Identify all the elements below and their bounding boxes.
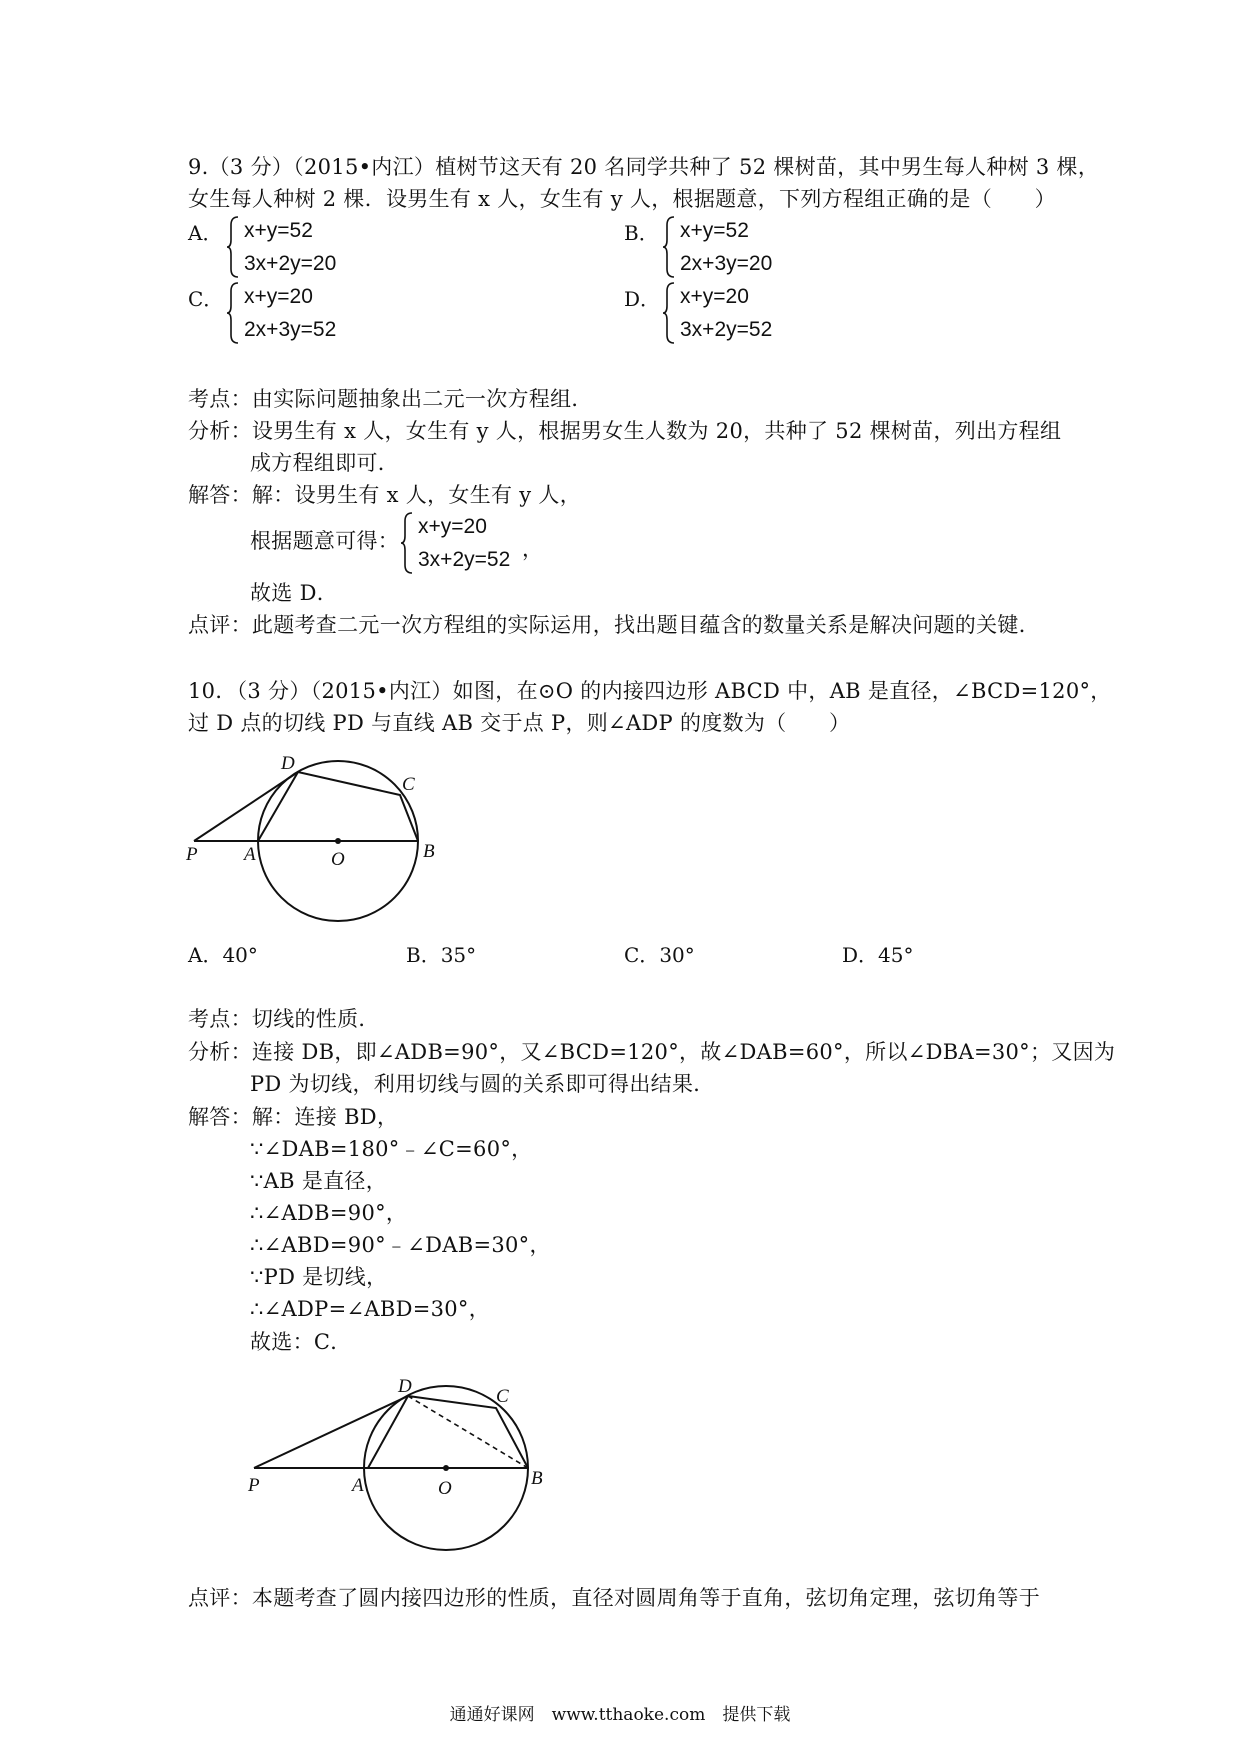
q9-option-c-eq1: x+y=20: [244, 285, 313, 308]
q9-dianping: 点评：此题考查二元一次方程组的实际运用，找出题目蕴含的数量关系是解决问题的关键．: [188, 613, 1040, 637]
q9-solution-comma: ，: [522, 537, 544, 561]
q10-solution-label-p: P: [248, 1475, 260, 1496]
q9-solution-eq1: x+y=20: [418, 515, 487, 538]
q9-genju: 根据题意可得：: [250, 529, 400, 553]
q10-stem-line1: 10．（3 分）（2015•内江）如图，在⊙O 的内接四边形 ABCD 中，AB 是直径，∠BCD=120°，: [188, 679, 1112, 703]
q10-option-c: C．30°: [624, 943, 695, 967]
q9-option-a-eq1: x+y=52: [244, 219, 313, 242]
q9-option-c-eq2: 2x+3y=52: [244, 318, 337, 341]
q9-option-c-system: [244, 280, 336, 346]
page-footer: 通通好课网 www.tthaoke.com 提供下载: [449, 1705, 791, 1725]
q9-option-a-system: [244, 214, 336, 280]
q9-option-b-eq2: 2x+3y=20: [680, 252, 773, 275]
q9-solution-eq2: 3x+2y=52: [418, 548, 511, 571]
brace-icon: [400, 512, 414, 574]
q9-option-d-label: D．: [624, 287, 661, 311]
q10-solution-label-b: B: [531, 1468, 543, 1489]
q9-option-c-label: C．: [188, 287, 224, 311]
q9-option-b-eq1: x+y=52: [680, 219, 749, 242]
brace-icon: [662, 282, 676, 344]
q10-solution-label-o: O: [438, 1478, 452, 1499]
q9-guxuan: 故选 D．: [250, 581, 339, 605]
q9-option-a-eq2: 3x+2y=20: [244, 252, 337, 275]
q10-option-b: B．35°: [406, 943, 477, 967]
q9-option-d-system: [680, 280, 772, 346]
brace-icon: [226, 282, 240, 344]
q9-stem-line1: 9.（3 分）（2015•内江）植树节这天有 20 名同学共种了 52 棵树苗，其中男生每人种树 3 棵，: [188, 155, 1100, 179]
q10-jieda: 解答：解：连接 BD，: [188, 1105, 399, 1129]
q10-step-6: ∴∠ADP=∠ABD=30°，: [250, 1297, 491, 1321]
q10-step-5: ∵PD 是切线，: [250, 1265, 388, 1289]
q10-fenxi-line2: PD 为切线，利用切线与圆的关系即可得出结果．: [250, 1072, 715, 1096]
q10-step-2: ∵AB 是直径，: [250, 1169, 388, 1193]
q10-figure-label-a: A: [244, 844, 256, 865]
q10-dianping: 点评：本题考查了圆内接四边形的性质，直径对圆周角等于直角，弦切角定理，弦切角等于: [188, 1586, 1040, 1610]
q10-stem-line2: 过 D 点的切线 PD 与直线 AB 交于点 P，则∠ADP 的度数为（ ）: [188, 711, 851, 735]
q10-figure-label-p: P: [186, 844, 198, 865]
q10-figure-label-b: B: [423, 841, 435, 862]
q9-kaodian: 考点：由实际问题抽象出二元一次方程组．: [188, 387, 593, 411]
q10-solution-label-d: D: [398, 1376, 412, 1397]
q10-figure-label-d: D: [281, 753, 295, 774]
brace-icon: [226, 216, 240, 278]
q10-step-7: 故选：C．: [250, 1330, 352, 1354]
q9-option-b-system: [680, 214, 772, 280]
q10-step-1: ∵∠DAB=180°﹣∠C=60°，: [250, 1137, 533, 1161]
q10-fenxi-line1: 分析：连接 DB，即∠ADB=90°，又∠BCD=120°，故∠DAB=60°，所以∠DBA=30°；又因为: [188, 1040, 1116, 1064]
q9-jieda: 解答：解：设男生有 x 人，女生有 y 人，: [188, 483, 582, 507]
q10-figure: [180, 750, 460, 960]
q10-option-d: D．45°: [842, 943, 914, 967]
q10-solution-label-c: C: [496, 1386, 509, 1407]
q9-fenxi-line1: 分析：设男生有 x 人，女生有 y 人，根据男女生人数为 20，共种了 52 棵树苗，列出方程组: [188, 419, 1062, 443]
q9-stem-line2: 女生每人种树 2 棵．设男生有 x 人，女生有 y 人，根据题意，下列方程组正确的是（ ）: [188, 187, 1056, 211]
q9-option-a-label: A．: [188, 221, 223, 245]
q10-solution-figure: [240, 1370, 560, 1580]
q10-solution-label-a: A: [352, 1475, 364, 1496]
q10-step-3: ∴∠ADB=90°，: [250, 1201, 408, 1225]
q10-figure-label-o: O: [331, 849, 345, 870]
q10-kaodian: 考点：切线的性质．: [188, 1007, 380, 1031]
q9-solution-system: [418, 510, 510, 576]
q10-figure-label-c: C: [402, 774, 415, 795]
q9-option-d-eq2: 3x+2y=52: [680, 318, 773, 341]
q9-option-d-eq1: x+y=20: [680, 285, 749, 308]
q9-fenxi-line2: 成方程组即可．: [250, 451, 400, 475]
q10-option-a: A．40°: [188, 943, 258, 967]
brace-icon: [662, 216, 676, 278]
q10-step-4: ∴∠ABD=90°﹣∠DAB=30°，: [250, 1233, 551, 1257]
q9-option-b-label: B．: [624, 221, 659, 245]
